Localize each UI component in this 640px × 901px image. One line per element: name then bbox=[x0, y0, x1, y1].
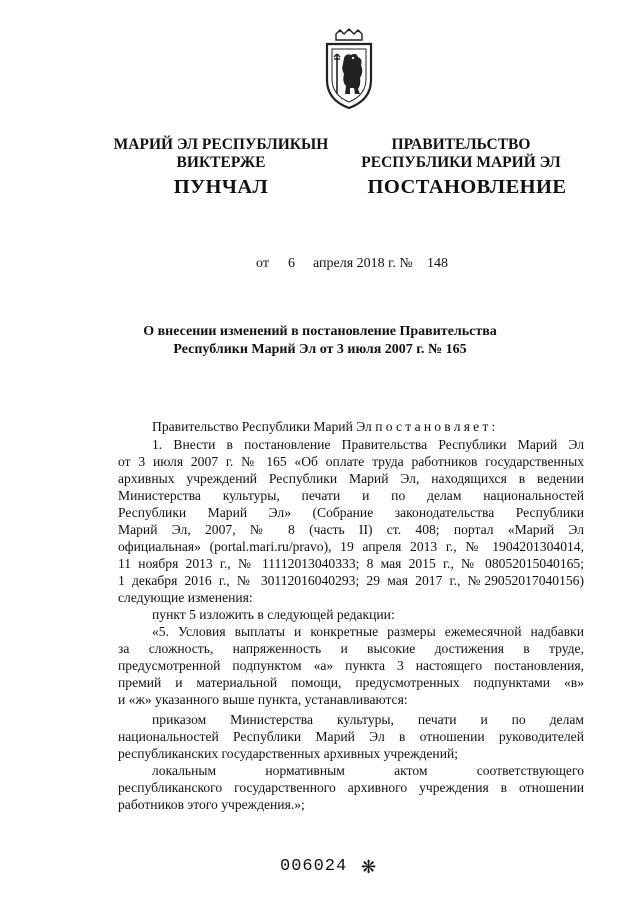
header-left-line2: ВИКТЕРЖЕ bbox=[176, 154, 266, 171]
paragraph-line: от 3 июля 2007 г. № 165 «Об оплате труда работников государственных bbox=[118, 454, 584, 469]
paragraph-line: за сложность, напряженность и высокие достижения в труде, bbox=[118, 641, 584, 656]
intro-line bbox=[152, 418, 618, 435]
header-right-line1: ПРАВИТЕЛЬСТВО bbox=[391, 136, 531, 153]
paragraph-line: 1 декабря 2016 г., № 30112016040293; 29 мая 2017 г., №29052017040156) bbox=[118, 573, 584, 588]
header-right-block bbox=[356, 136, 566, 172]
serial-number: 006024 bbox=[280, 857, 348, 876]
header-left-line1: МАРИЙ ЭЛ РЕСПУБЛИКЫН bbox=[113, 136, 329, 153]
paragraph-line: Министерства культуры, печати и по делам национальностей bbox=[118, 488, 584, 503]
paragraph-line: официальная» (portal.mari.ru/pravo), 19 апреля 2013 г., № 1904201304014, bbox=[118, 539, 584, 554]
paragraph-line: республиканских государственных архивных учреждений; bbox=[118, 746, 459, 761]
paragraph-line: национальностей Республики Марий Эл в отношении руководителей bbox=[118, 729, 584, 744]
asterisk-mark-icon: ❋ bbox=[361, 857, 377, 878]
paragraph-line: локальным нормативным актом соответствующего bbox=[152, 763, 584, 778]
paragraph-line: следующие изменения: bbox=[118, 590, 253, 605]
coat-of-arms-emblem bbox=[323, 28, 375, 110]
paragraph-line: Республики Марий Эл» (Собрание законодательства Республики bbox=[118, 505, 584, 520]
date-prefix: от bbox=[256, 256, 269, 271]
date-month-year: апреля 2018 г. № bbox=[313, 256, 413, 271]
intro-verb: постановляет: bbox=[375, 419, 499, 434]
paragraph-line: республиканского государственного архивного учреждения в отношении bbox=[118, 780, 584, 795]
header-left-title: ПУНЧАЛ bbox=[173, 176, 269, 198]
paragraph-line: предусмотренной подпунктом «а» пункта 3 настоящего постановления, bbox=[118, 658, 584, 673]
header-right-line2: РЕСПУБЛИКИ МАРИЙ ЭЛ bbox=[361, 154, 561, 171]
paragraph-line: премий и материальной помощи, предусмотренных подпунктами «в» bbox=[118, 675, 584, 690]
paragraph-line: 11 ноября 2013 г., № 11112013040333; 8 мая 2015 г., № 08052015040165; bbox=[118, 556, 584, 571]
paragraph-line: архивных учреждений Республики Марий Эл, находящихся в ведении bbox=[118, 471, 584, 486]
paragraph-line: «5. Условия выплаты и конкретные размеры ежемесячной надбавки bbox=[152, 624, 584, 639]
header-right-title: ПОСТАНОВЛЕНИЕ bbox=[367, 176, 567, 198]
document-title-line2: Республики Марий Эл от 3 июля 2007 г. № 165 bbox=[173, 342, 467, 357]
header-left-block bbox=[96, 136, 346, 172]
document-title bbox=[110, 323, 530, 359]
document-title-line1: О внесении изменений в постановление Правительства bbox=[143, 324, 497, 339]
paragraph-line: работников этого учреждения.»; bbox=[118, 797, 305, 812]
paragraph-line: и «ж» указанного выше пункта, устанавливаются: bbox=[118, 692, 408, 707]
date-number: 148 bbox=[427, 256, 448, 271]
paragraph-line: Марий Эл, 2007, № 8 (часть II) ст. 408; портал «Марий Эл bbox=[118, 522, 584, 537]
date-day: 6 bbox=[288, 256, 295, 271]
intro-text: Правительство Республики Марий Эл bbox=[152, 419, 372, 434]
page-footer bbox=[0, 857, 640, 881]
paragraph-line: 1. Внести в постановление Правительства Республики Марий Эл bbox=[152, 437, 584, 452]
paragraph-line: пункт 5 изложить в следующей редакции: bbox=[152, 607, 395, 622]
paragraph-line: приказом Министерства культуры, печати и по делам bbox=[152, 712, 584, 727]
